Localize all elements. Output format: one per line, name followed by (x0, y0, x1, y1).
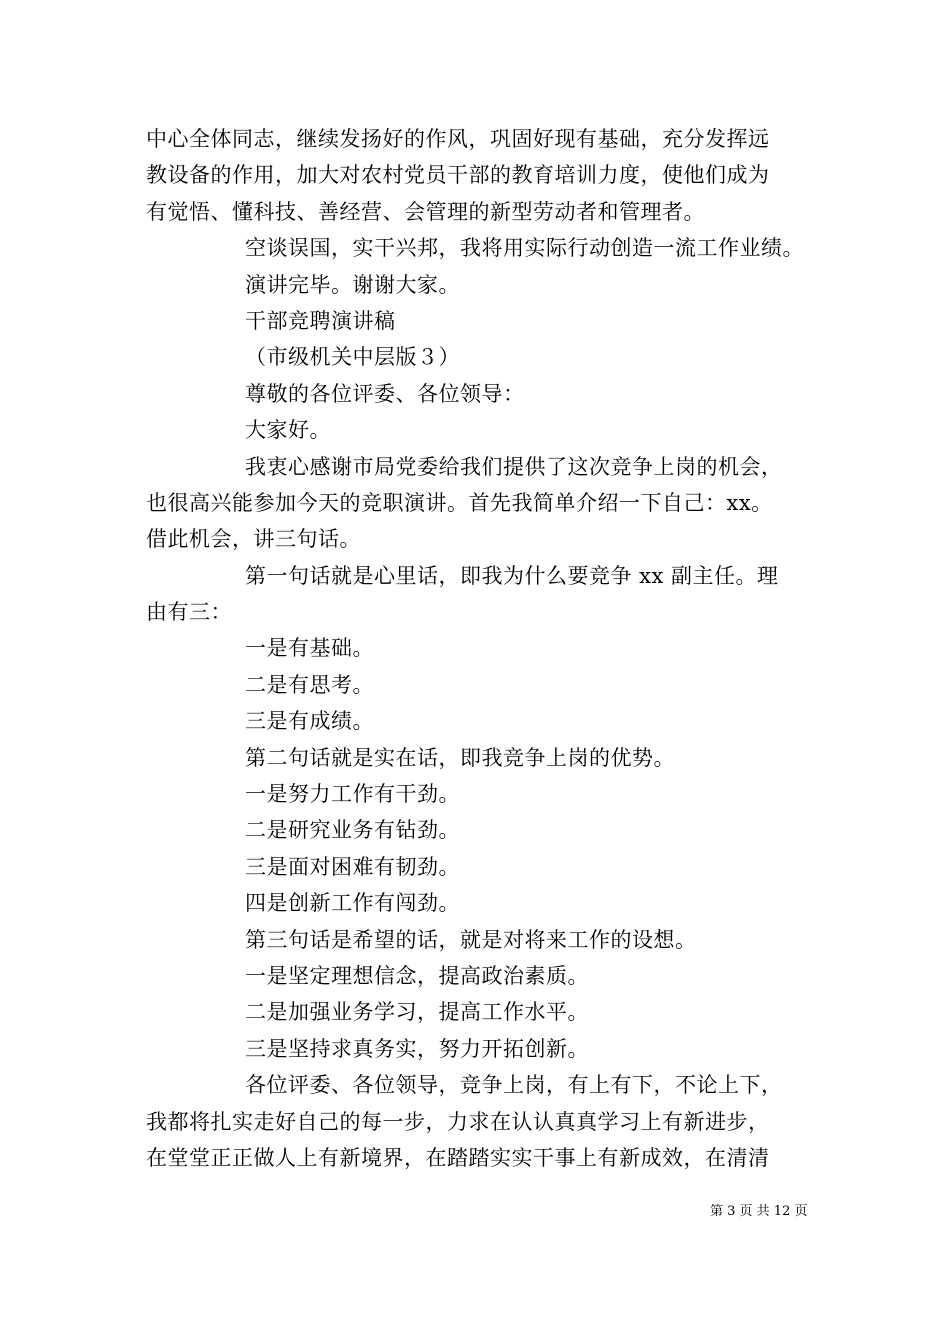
text-line: 大家好。 (245, 418, 331, 443)
text-line: 第一句话就是心里话，即我为什么要竞争 xx 副主任。理 (245, 563, 779, 588)
text-line: 借此机会，讲三句话。 (146, 527, 361, 552)
text-line: 四是创新工作有闯劲。 (245, 891, 460, 916)
text-line: 空谈误国，实干兴邦，我将用实际行动创造一流工作业绩。 (245, 236, 804, 261)
text-line: 有觉悟、懂科技、善经营、会管理的新型劳动者和管理者。 (146, 199, 705, 224)
text-line: 三是面对困难有韧劲。 (245, 854, 460, 879)
text-line: 三是坚持求真务实，努力开拓创新。 (245, 1036, 589, 1061)
text-line: 教设备的作用，加大对农村党员干部的教育培训力度，使他们成为 (146, 163, 770, 188)
text-line: 在堂堂正正做人上有新境界，在踏踏实实干事上有新成效，在清清 (146, 1145, 770, 1170)
page-number-footer: 第 3 页 共 12 页 (710, 1204, 808, 1219)
text-line: 二是有思考。 (245, 672, 374, 697)
text-line: 二是研究业务有钻劲。 (245, 818, 460, 843)
text-line: 我都将扎实走好自己的每一步，力求在认认真真学习上有新进步， (146, 1109, 770, 1134)
text-line: 干部竞聘演讲稿 (245, 308, 396, 333)
text-line: （市级机关中层版３） (245, 345, 460, 370)
text-line: 演讲完毕。谢谢大家。 (245, 272, 460, 297)
text-line: 三是有成绩。 (245, 709, 374, 734)
text-line: 我衷心感谢市局党委给我们提供了这次竞争上岗的机会， (245, 454, 783, 479)
document-body (146, 121, 826, 1176)
text-line: 一是坚定理想信念，提高政治素质。 (245, 963, 589, 988)
text-line: 由有三： (146, 600, 232, 625)
text-line: 中心全体同志，继续发扬好的作风，巩固好现有基础，充分发挥远 (146, 127, 770, 151)
text-line: 第二句话就是实在话，即我竞争上岗的优势。 (245, 745, 675, 770)
text-line: 尊敬的各位评委、各位领导： (245, 381, 525, 406)
text-line: 一是有基础。 (245, 636, 374, 661)
text-line: 也很高兴能参加今天的竞职演讲。首先我简单介绍一下自己：xx。 (146, 490, 773, 515)
text-line: 各位评委、各位领导，竞争上岗，有上有下，不论上下， (245, 1073, 783, 1098)
text-line: 第三句话是希望的话，就是对将来工作的设想。 (245, 927, 697, 952)
text-line: 二是加强业务学习，提高工作水平。 (245, 1000, 589, 1025)
text-line: 一是努力工作有干劲。 (245, 782, 460, 807)
